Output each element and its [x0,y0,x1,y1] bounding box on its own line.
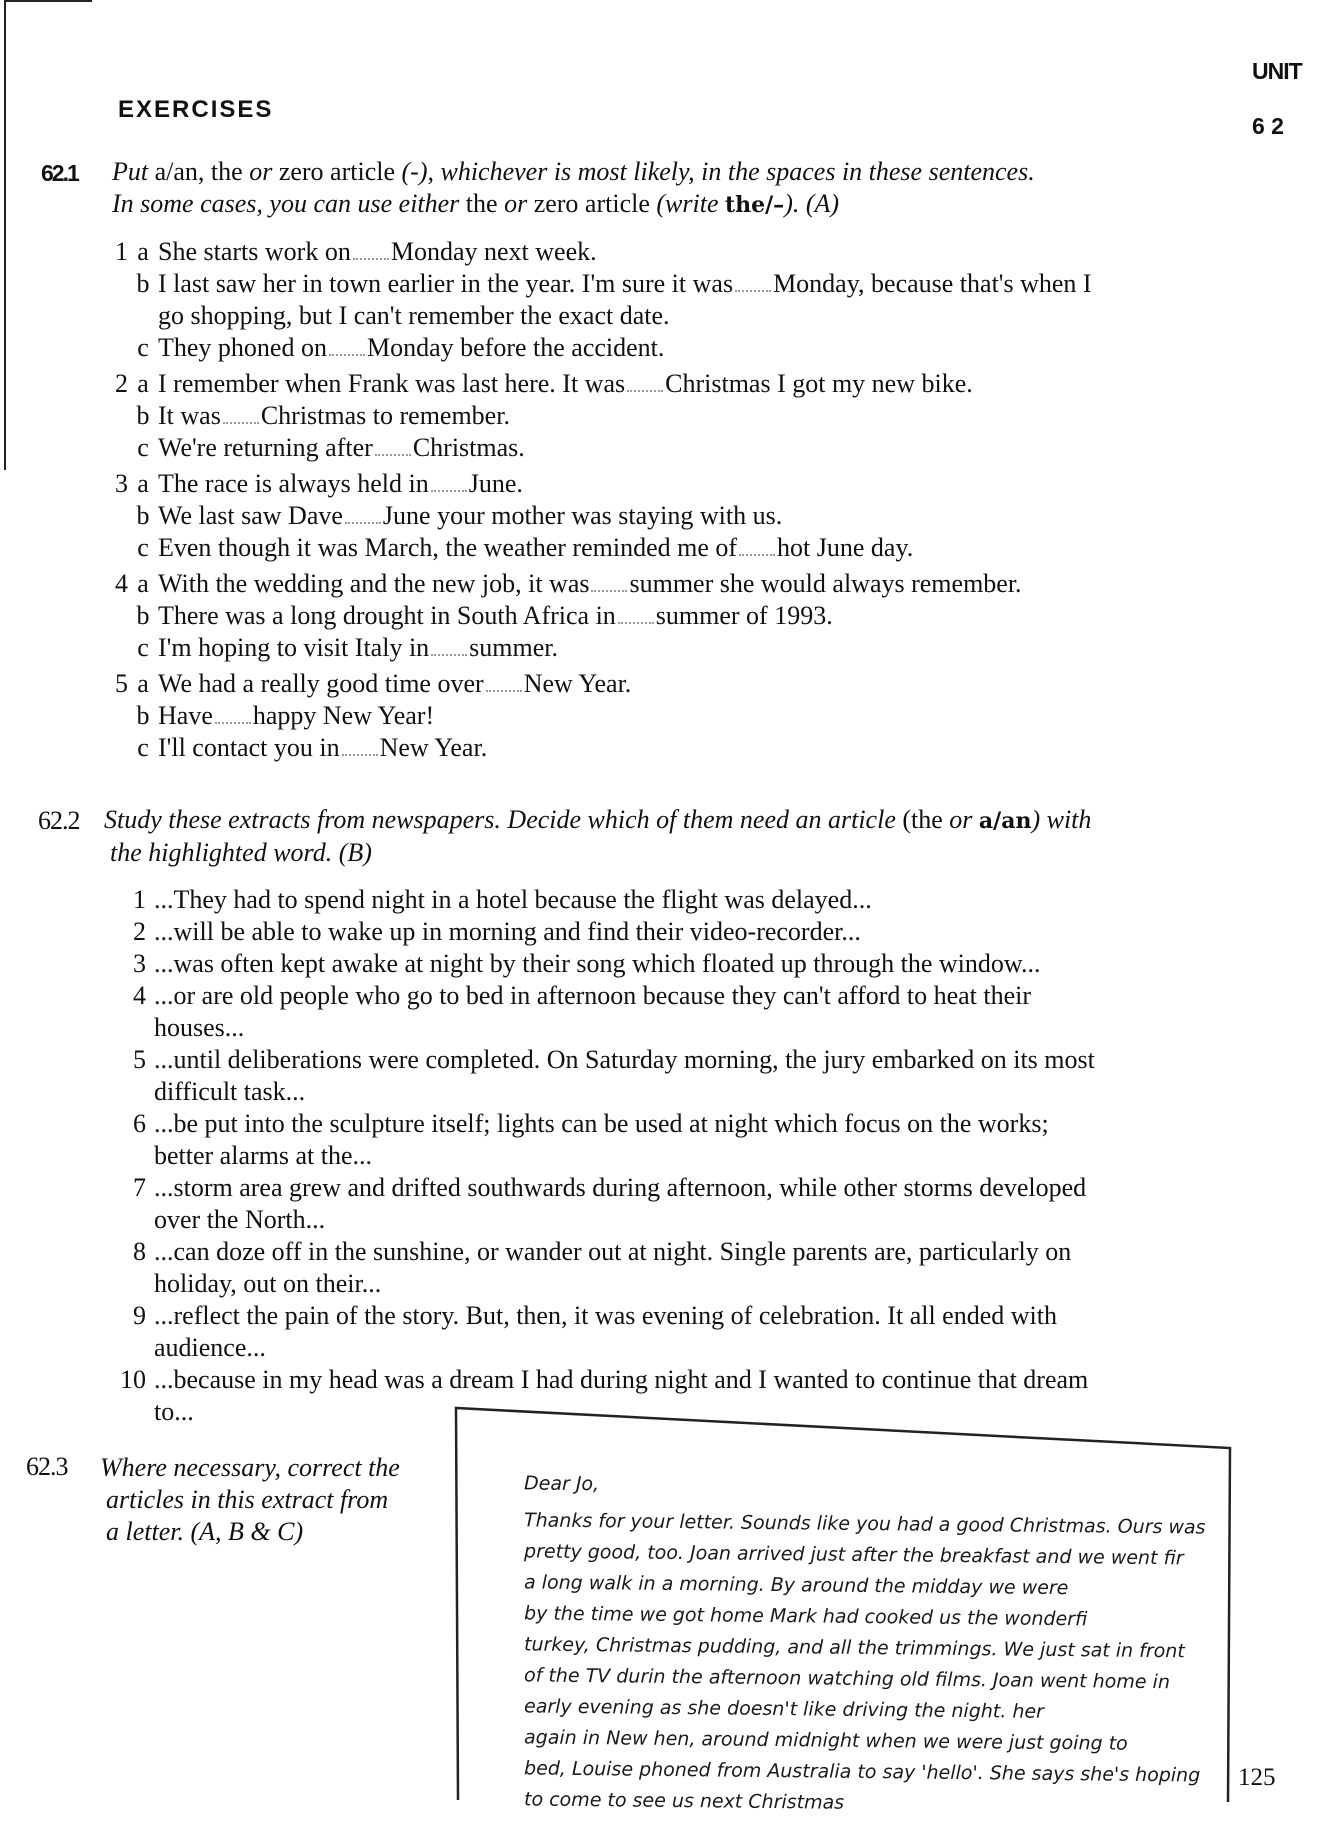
item-text: I last saw her in town earlier in the year. I'm sure it was [158,269,734,298]
exercise-item [108,468,1092,500]
item-number: 6 [133,1109,146,1138]
item-text: She starts work on [158,237,351,266]
item-number: 1 [115,237,128,266]
exercise-62-3-instructions [100,1452,400,1548]
item-text: They phoned on [158,333,327,362]
item-text: Even though it was March, the weather reminded me of [158,533,738,562]
item-number: 10 [120,1365,146,1394]
exercise-number-62-2: 62.2 [38,806,80,835]
exercise-item [108,668,1092,700]
item-text: ...until deliberations were completed. On Saturday morning, the jury embarked on its most [154,1045,1095,1074]
answer-blank [486,672,522,692]
answer-blank [375,436,411,456]
item-letter: b [136,269,150,298]
item-number: 8 [133,1237,146,1266]
exercise-item [108,368,1092,400]
item-text: to... [154,1397,194,1426]
letter-line: turkey, Christmas pudding, and all the trimmings. We just sat in front [523,1633,1185,1663]
extract-item [118,1140,1095,1172]
item-letter: a [137,369,149,398]
letter-line: Thanks for your letter. Sounds like you had a good Christmas. Ours was [523,1509,1206,1539]
exercise-item [108,236,1092,268]
item-text: We last saw Dave [158,501,343,530]
item-letter: c [137,533,149,562]
extract-item [118,1236,1095,1268]
answer-blank [735,272,771,292]
item-letter: c [137,333,149,362]
exercise-item [108,268,1092,300]
item-text: June. [468,469,523,498]
exercise-item [108,632,1092,664]
section-title: EXERCISES [118,96,274,123]
item-letter: c [137,433,149,462]
item-number: 1 [133,885,146,914]
answer-blank [345,504,381,524]
item-text: ...was often kept awake at night by their song which floated up through the window... [154,949,1041,978]
instruction-run: or [249,157,279,186]
instruction-run: the highlighted word. (B) [110,838,372,867]
exercise-number-62-1: 62.1 [41,160,78,186]
item-text: better alarms at the... [154,1141,373,1170]
item-text: Christmas. [412,433,525,462]
extract-item [118,1172,1095,1204]
item-letter: b [136,501,150,530]
instruction-line: articles in this extract from [106,1485,389,1514]
item-letter: c [137,733,149,762]
item-text: summer she would always remember. [629,569,1022,598]
item-text: With the wedding and the new job, it was [158,569,590,598]
item-letter: a [137,237,149,266]
item-number: 4 [133,981,146,1010]
item-text: holiday, out on their... [154,1269,382,1298]
exercise-item [108,700,1092,732]
item-text: Have [158,701,213,730]
item-text: ...storm area grew and drifted southwards during afternoon, while other storms developed [154,1173,1087,1202]
exercise-item [108,600,1092,632]
item-letter: b [136,401,150,430]
answer-blank [215,704,251,724]
instruction-run: a/an, the [154,157,250,186]
item-text: June your mother was staying with us. [382,501,783,530]
instruction-run: ) with [1031,805,1092,834]
exercise-item [108,732,1092,764]
item-letter: a [137,569,149,598]
answer-blank [431,636,467,656]
item-text: summer of 1993. [655,601,833,630]
item-text: audience... [154,1333,266,1362]
item-text: I'll contact you in [158,733,340,762]
item-text: It was [158,401,221,430]
exercise-item [108,568,1092,600]
item-text: ...be put into the sculpture itself; lights can be used at night which focus on the works; [154,1109,1049,1138]
item-text: Christmas I got my new bike. [665,369,973,398]
item-text: ...or are old people who go to bed in afternoon because they can't afford to heat their [154,981,1032,1010]
instruction-run: Study these extracts from newspapers. Decide which of them need an article [104,805,903,834]
item-text: New Year. [523,669,632,698]
letter-line: Dear Jo, [523,1472,600,1496]
instruction-line [112,156,1035,188]
instruction-line [112,188,1035,221]
answer-blank [223,404,259,424]
exercise-item [108,332,1092,364]
extract-item [118,1044,1095,1076]
instruction-line [104,837,1091,869]
answer-blank [739,536,775,556]
extract-item [118,948,1095,980]
item-letter: a [137,669,149,698]
item-text: ...because in my head was a dream I had during night and I wanted to continue that dream [154,1365,1089,1394]
item-text: Monday, because that's when I [773,269,1092,298]
answer-blank [353,240,389,260]
instruction-line [104,804,1091,837]
letter-text [523,1472,1206,1823]
item-number: 5 [115,669,128,698]
letter-line: by the time we got home Mark had cooked us the wonderfi [523,1602,1088,1631]
item-number: 4 [115,569,128,598]
page-number: 125 [1238,1764,1276,1791]
instruction-line: Where necessary, correct the [100,1453,400,1482]
instruction-run: the [465,189,505,218]
letter-line: bed, Louise phoned from Australia to say 'hello'. She says she's hoping [523,1757,1201,1787]
extract-item [118,1108,1095,1140]
answer-blank [431,472,467,492]
extract-item [118,1204,1095,1236]
item-text: Christmas to remember. [260,401,510,430]
item-number: 7 [133,1173,146,1202]
answer-blank [618,604,654,624]
exercise-number-62-3: 62.3 [26,1452,68,1481]
instruction-run: or [504,189,534,218]
extract-item [118,1332,1095,1364]
exercise-62-2-instructions [104,804,1091,869]
page-edge-line-top [4,0,92,2]
item-text: We had a really good time over [158,669,484,698]
item-number: 9 [133,1301,146,1330]
item-text: ...will be able to wake up in morning and find their video-recorder... [154,917,861,946]
item-text: summer. [469,633,559,662]
instruction-run: In some cases, you can use either [112,189,466,218]
instruction-run: (write [656,189,725,218]
exercise-62-1-instructions [112,156,1035,221]
instruction-run: the/– [724,192,785,218]
unit-number: 6 2 [1252,113,1284,139]
letter-line: again in New hen, around midnight when we were just going to [523,1726,1128,1755]
exercise-62-2-items [118,884,1095,1428]
item-letter: c [137,633,149,662]
exercise-item [108,400,1092,432]
letter-line: early evening as she doesn't like driving the night. her [523,1695,1045,1723]
instruction-run: (the [902,805,950,834]
answer-blank [329,336,365,356]
extract-item [118,980,1095,1012]
instruction-line: a letter. (A, B & C) [106,1517,304,1546]
item-text: difficult task... [154,1077,306,1106]
instruction-run: or [949,805,979,834]
exercise-item [108,500,1092,532]
item-text: houses... [154,1013,245,1042]
letter-line: to come to see us next Christmas [523,1788,845,1814]
extract-item [118,1012,1095,1044]
instruction-run: ). (A) [784,189,840,218]
item-number: 5 [133,1045,146,1074]
item-text: ...They had to spend night in a hotel because the flight was delayed... [154,885,872,914]
answer-blank [342,736,378,756]
item-text: over the North... [154,1205,326,1234]
extract-item [118,1076,1095,1108]
item-text: New Year. [379,733,488,762]
extract-item [118,884,1095,916]
item-letter: a [137,469,149,498]
item-number: 3 [115,469,128,498]
extract-item [118,1300,1095,1332]
item-text: ...reflect the pain of the story. But, then, it was evening of celebration. It all ended with [154,1301,1057,1330]
letter-line: of the TV durin the afternoon watching old films. Joan went home in [523,1664,1171,1694]
exercise-item [108,532,1092,564]
answer-blank [591,572,627,592]
item-text: I'm hoping to visit Italy in [158,633,430,662]
instruction-run: zero article [278,157,402,186]
extract-item [118,916,1095,948]
item-text: I remember when Frank was last here. It was [158,369,626,398]
instruction-run: zero article [533,189,657,218]
item-text: go shopping, but I can't remember the exact date. [158,301,670,330]
item-letter: b [136,601,150,630]
item-text: hot June day. [777,533,914,562]
item-text: Monday before the accident. [366,333,665,362]
extract-item [118,1268,1095,1300]
instruction-run: a/an [978,808,1032,834]
letter-line: pretty good, too. Joan arrived just after the breakfast and we went fir [523,1540,1184,1570]
instruction-run: (-), whichever is most likely, in the spaces in these sentences. [401,157,1035,186]
page-edge-line [4,0,6,470]
item-text: We're returning after [158,433,373,462]
item-letter: b [136,701,150,730]
item-number: 2 [133,917,146,946]
item-text: There was a long drought in South Africa in [158,601,616,630]
exercise-item [108,432,1092,464]
item-text: ...can doze off in the sunshine, or wander out at night. Single parents are, particularly on [154,1237,1072,1266]
item-text: happy New Year! [252,701,435,730]
exercise-item [108,300,1092,332]
item-text: The race is always held in [158,469,429,498]
item-number: 2 [115,369,128,398]
instruction-run: Put [112,157,155,186]
letter-line: a long walk in a morning. By around the midday we were [523,1571,1069,1600]
unit-label: UNIT [1252,58,1302,84]
item-number: 3 [133,949,146,978]
answer-blank [627,372,663,392]
item-text: Monday next week. [390,237,597,266]
exercise-62-1-items [108,236,1092,764]
